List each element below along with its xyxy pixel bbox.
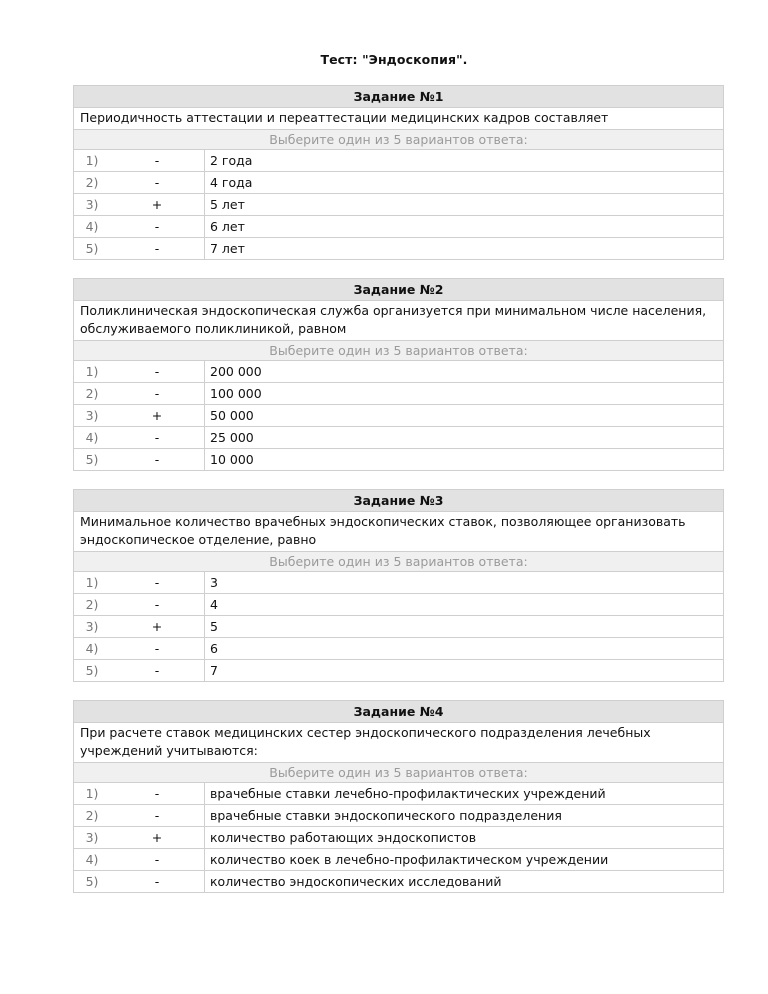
answer-option-row <box>74 383 723 405</box>
answer-option-row <box>74 427 723 449</box>
answer-options-table <box>74 572 723 681</box>
option-correctness-mark: - <box>154 241 160 256</box>
answer-options-table <box>74 361 723 470</box>
option-number: 1) <box>74 361 110 383</box>
option-text: 50 000 <box>205 405 724 427</box>
task-question: Поликлиническая эндоскопическая служба организуется при минимальном числе населения, обслуживаемого поликлиникой, равном <box>74 301 723 341</box>
option-text: 200 000 <box>205 361 724 383</box>
option-number: 2) <box>74 172 110 194</box>
answer-options-table <box>74 783 723 892</box>
option-number: 1) <box>74 572 110 594</box>
option-text: врачебные ставки лечебно-профилактических учреждений <box>205 783 724 805</box>
task-instruction: Выберите один из 5 вариантов ответа: <box>74 130 723 150</box>
option-number: 4) <box>74 216 110 238</box>
task-list <box>73 85 724 911</box>
option-number: 2) <box>74 383 110 405</box>
task-header: Задание №3 <box>74 490 723 512</box>
option-text: количество коек в лечебно-профилактическом учреждении <box>205 849 724 871</box>
option-number: 4) <box>74 849 110 871</box>
answer-option-row <box>74 449 723 471</box>
answer-option-row <box>74 660 723 682</box>
option-number: 4) <box>74 427 110 449</box>
task-instruction: Выберите один из 5 вариантов ответа: <box>74 552 723 572</box>
option-correctness-mark: - <box>110 783 205 805</box>
option-number: 3) <box>74 616 110 638</box>
option-number: 2) <box>74 594 110 616</box>
task-header: Задание №2 <box>74 279 723 301</box>
task-question: Минимальное количество врачебных эндоскопических ставок, позволяющее организовать эндоскопическое отделение, равно <box>74 512 723 552</box>
option-number: 2) <box>74 805 110 827</box>
answer-option-row <box>74 638 723 660</box>
option-correctness-mark: - <box>110 638 205 660</box>
task-instruction: Выберите один из 5 вариантов ответа: <box>74 763 723 783</box>
task-block <box>73 85 724 260</box>
answer-option-row <box>74 238 723 260</box>
answer-option-row <box>74 572 723 594</box>
answer-option-row <box>74 405 723 427</box>
option-number: 4) <box>74 638 110 660</box>
option-correctness-mark: - <box>110 216 205 238</box>
answer-option-row <box>74 805 723 827</box>
option-text: 4 <box>205 594 724 616</box>
option-text: 2 года <box>205 150 724 172</box>
answer-option-row <box>74 150 723 172</box>
option-text: 10 000 <box>205 449 724 471</box>
option-text: 7 лет <box>205 238 724 260</box>
option-correctness-mark: - <box>110 594 205 616</box>
answer-option-row <box>74 871 723 893</box>
answer-option-row <box>74 594 723 616</box>
option-number: 5) <box>85 241 99 256</box>
answer-option-row <box>74 361 723 383</box>
task-question: Периодичность аттестации и переаттестации медицинских кадров составляет <box>74 108 723 130</box>
task-instruction: Выберите один из 5 вариантов ответа: <box>74 341 723 361</box>
task-block <box>73 489 724 682</box>
task-block <box>73 700 724 893</box>
option-text: 100 000 <box>205 383 724 405</box>
option-correctness-mark: - <box>110 849 205 871</box>
option-text: 5 лет <box>205 194 724 216</box>
task-block <box>73 278 724 471</box>
option-number: 3) <box>74 405 110 427</box>
option-number: 1) <box>74 783 110 805</box>
option-text: количество эндоскопических исследований <box>205 871 724 893</box>
option-text: 7 <box>205 660 724 682</box>
answer-option-row <box>74 849 723 871</box>
option-correctness-mark: + <box>110 616 205 638</box>
option-text: 25 000 <box>205 427 724 449</box>
option-correctness-mark: + <box>110 405 205 427</box>
answer-option-row <box>74 783 723 805</box>
answer-option-row <box>74 827 723 849</box>
option-number: 1) <box>74 150 110 172</box>
option-text: 6 <box>205 638 724 660</box>
answer-option-row <box>74 172 723 194</box>
document-title: Тест: "Эндоскопия". <box>320 52 468 67</box>
option-number: 3) <box>74 827 110 849</box>
answer-option-row <box>74 216 723 238</box>
option-text: 4 года <box>205 172 724 194</box>
answer-options-table <box>74 150 723 259</box>
option-correctness-mark: - <box>110 361 205 383</box>
option-correctness-mark: - <box>110 150 205 172</box>
option-correctness-mark: - <box>110 172 205 194</box>
option-correctness-mark: - <box>154 452 160 467</box>
option-correctness-mark: - <box>110 427 205 449</box>
option-text: 3 <box>205 572 724 594</box>
option-number: 3) <box>74 194 110 216</box>
task-header: Задание №1 <box>74 86 723 108</box>
option-text: 5 <box>205 616 724 638</box>
option-text: количество работающих эндоскопистов <box>205 827 724 849</box>
task-header: Задание №4 <box>74 701 723 723</box>
option-number: 5) <box>85 874 99 889</box>
option-number: 5) <box>85 663 99 678</box>
option-correctness-mark: + <box>110 194 205 216</box>
answer-option-row <box>74 194 723 216</box>
answer-option-row <box>74 616 723 638</box>
option-correctness-mark: - <box>110 805 205 827</box>
option-correctness-mark: + <box>110 827 205 849</box>
task-question: При расчете ставок медицинских сестер эндоскопического подразделения лечебных учреждений учитываются: <box>74 723 723 763</box>
option-text: 6 лет <box>205 216 724 238</box>
option-correctness-mark: - <box>110 572 205 594</box>
option-correctness-mark: - <box>154 874 160 889</box>
option-correctness-mark: - <box>110 383 205 405</box>
option-correctness-mark: - <box>154 663 160 678</box>
option-number: 5) <box>85 452 99 467</box>
option-text: врачебные ставки эндоскопического подразделения <box>205 805 724 827</box>
